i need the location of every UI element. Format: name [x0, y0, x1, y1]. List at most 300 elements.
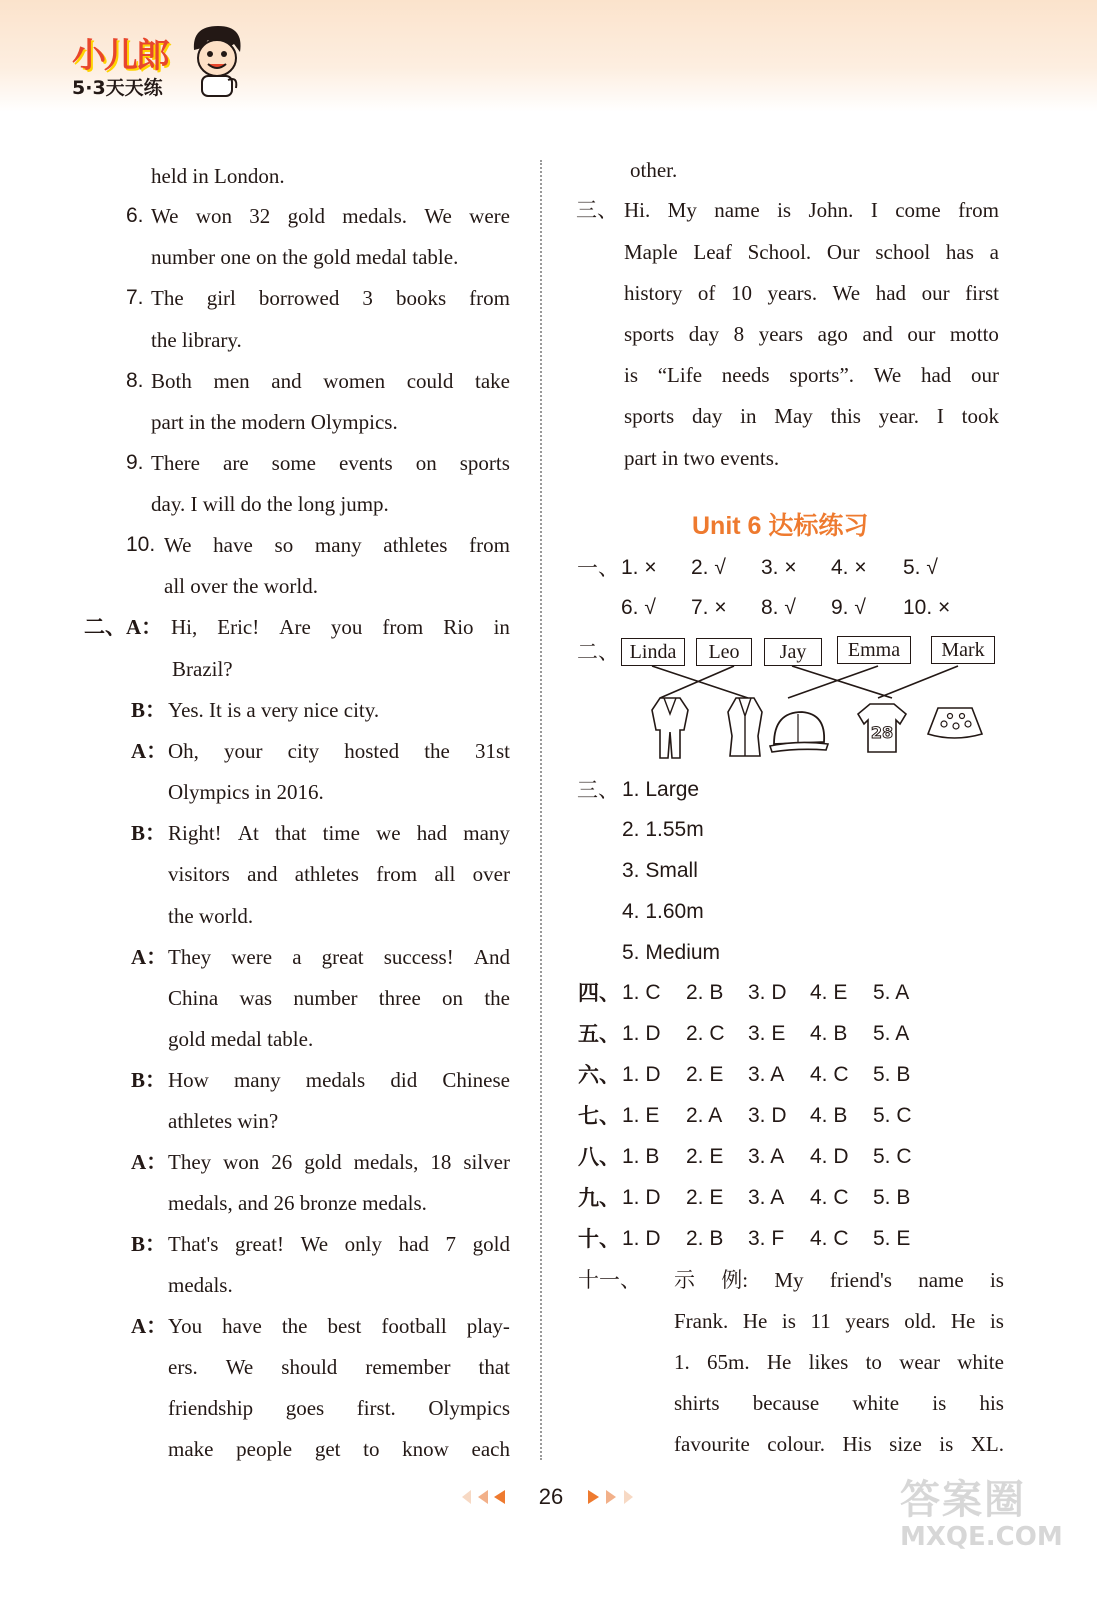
word: the	[484, 986, 510, 1010]
text-line: all over the world.	[164, 574, 318, 598]
word: Are	[279, 615, 311, 639]
section-label: 七、	[578, 1104, 620, 1128]
word: hosted	[344, 739, 400, 763]
word: shirts	[674, 1391, 720, 1415]
word: likes	[808, 1350, 849, 1374]
word: 11	[810, 1309, 831, 1333]
word: many	[233, 1068, 281, 1092]
word: favourite	[674, 1432, 750, 1456]
answer-item: 5. C	[873, 1145, 912, 1168]
word: were	[231, 945, 273, 969]
word: white	[957, 1350, 1004, 1374]
word: day	[688, 322, 720, 346]
answer-item: 3. A	[748, 1063, 785, 1086]
word: Rio	[443, 615, 474, 639]
section-label: 四、	[578, 981, 620, 1005]
answer-item: 3. ×	[761, 556, 797, 579]
word: remember	[365, 1355, 451, 1379]
answer-item: 3. D	[748, 981, 787, 1004]
word: many	[463, 821, 510, 845]
text-line	[624, 404, 999, 428]
text-line	[151, 451, 510, 475]
logo	[72, 28, 168, 100]
word: He	[766, 1350, 792, 1374]
word: That's	[168, 1232, 219, 1256]
word: We	[873, 363, 902, 387]
word: all	[434, 862, 456, 886]
word: needs	[721, 363, 770, 387]
dialogue-speaker: A：	[131, 945, 168, 969]
answer-item: 5. C	[873, 1104, 912, 1127]
text-line	[168, 1150, 510, 1174]
word: 18	[430, 1150, 452, 1174]
word: sports	[624, 404, 675, 428]
name-box-linda: Linda	[621, 638, 685, 666]
word: ago	[817, 322, 848, 346]
word: to	[363, 1437, 380, 1461]
text-line	[674, 1309, 1004, 1333]
word: Oh,	[168, 739, 199, 763]
word: from	[376, 862, 418, 886]
word: years.	[767, 281, 818, 305]
word: and	[271, 369, 302, 393]
answer-item: 10. ×	[903, 596, 951, 619]
word: great!	[235, 1232, 285, 1256]
word: At	[237, 821, 259, 845]
answer-item: 3. E	[748, 1022, 786, 1045]
answer-item: 3. A	[748, 1186, 785, 1209]
text-line	[151, 286, 510, 310]
dialogue-speaker: B：	[131, 1232, 167, 1256]
name-box-emma: Emma	[837, 636, 911, 664]
word: you	[330, 615, 363, 639]
text-line: number one on the gold medal table.	[151, 245, 459, 269]
text-line	[168, 1355, 510, 1379]
answer-item: 1. ×	[621, 556, 657, 579]
item-number: 7.	[126, 286, 144, 309]
word: sports	[459, 451, 510, 475]
word: Olympics	[428, 1396, 510, 1420]
word: could	[406, 369, 454, 393]
answer-item: 1. D	[622, 1186, 661, 1209]
answer-item: 1. D	[622, 1063, 661, 1086]
answer-item: 1. D	[622, 1227, 661, 1250]
word: his	[979, 1391, 1004, 1415]
text-line	[674, 1391, 1004, 1415]
word: The	[151, 286, 184, 310]
word: football	[381, 1314, 447, 1338]
word: have	[222, 1314, 262, 1338]
word: each	[471, 1437, 510, 1461]
word: wear	[899, 1350, 940, 1374]
word: is	[781, 1309, 796, 1333]
word: We	[225, 1355, 254, 1379]
word: He	[742, 1309, 768, 1333]
answer-item: 4. 1.60m	[622, 900, 704, 923]
word: girl	[206, 286, 236, 310]
answer-item: 2. A	[686, 1104, 723, 1127]
word: You	[168, 1314, 203, 1338]
word: has	[945, 240, 974, 264]
word: May	[774, 404, 813, 428]
word: only	[344, 1232, 383, 1256]
answer-item: 5. √	[903, 556, 938, 579]
skirt-icon	[926, 704, 984, 744]
column-divider	[540, 160, 542, 1460]
answer-item: 1. E	[622, 1104, 660, 1127]
word: I	[936, 404, 944, 428]
text-line: Brazil?	[172, 657, 233, 681]
text-line: Yes. It is a very nice city.	[168, 698, 380, 722]
word: were	[469, 204, 510, 228]
word: name	[714, 198, 760, 222]
text-line	[624, 281, 999, 305]
word: first	[965, 281, 999, 305]
answer-item: 5. B	[873, 1063, 911, 1086]
word: our	[907, 322, 936, 346]
word: school	[875, 240, 931, 264]
dialogue-speaker: 二、A：	[84, 615, 163, 639]
answer-item: 2. E	[686, 1063, 724, 1086]
word: friendship	[168, 1396, 254, 1420]
word: 65m.	[707, 1350, 750, 1374]
name-box-leo: Leo	[696, 638, 752, 666]
word: “Life	[657, 363, 703, 387]
word: from	[469, 533, 510, 557]
word: success!	[383, 945, 454, 969]
name-box-mark: Mark	[931, 636, 995, 664]
watermark-title: 答案圈	[900, 1477, 1026, 1523]
word: name	[918, 1268, 964, 1292]
word: We	[300, 1232, 329, 1256]
answer-item: 9. √	[831, 596, 866, 619]
text-line: part in two events.	[624, 446, 780, 470]
word: size	[889, 1432, 922, 1456]
word: athletes	[383, 533, 448, 557]
section-3-label: 三、	[577, 778, 619, 802]
word: many	[314, 533, 362, 557]
word: year.	[878, 404, 919, 428]
word: day	[692, 404, 723, 428]
word: in	[740, 404, 757, 428]
answer-item: 4. E	[810, 981, 848, 1004]
word: because	[752, 1391, 820, 1415]
text-line	[151, 369, 510, 393]
word: They	[168, 1150, 212, 1174]
word: And	[473, 945, 510, 969]
page-number: 26	[538, 1484, 564, 1509]
word: are	[223, 451, 249, 475]
text-line	[624, 198, 999, 222]
word: XL.	[970, 1432, 1004, 1456]
word: ers.	[168, 1355, 198, 1379]
word: a	[989, 240, 999, 264]
word: gold	[472, 1232, 510, 1256]
word: men	[213, 369, 250, 393]
text-line	[624, 363, 999, 387]
word: is	[932, 1391, 947, 1415]
answer-item: 3. Small	[622, 859, 698, 882]
answer-item: 3. F	[748, 1227, 785, 1250]
word: He	[950, 1309, 976, 1333]
word: Both	[151, 369, 192, 393]
word: time	[322, 821, 360, 845]
item-number: 8.	[126, 369, 144, 392]
word: is	[624, 363, 639, 387]
text-line	[168, 1068, 510, 1092]
word: should	[281, 1355, 338, 1379]
dialogue-speaker: B：	[131, 1068, 167, 1092]
word: How	[168, 1068, 209, 1092]
text-line: held in London.	[151, 164, 285, 188]
text-line	[674, 1350, 1004, 1374]
dress-coat-icon	[726, 696, 764, 760]
word: athletes	[294, 862, 359, 886]
word: Hi.	[624, 198, 651, 222]
svg-text:28: 28	[870, 723, 894, 742]
word: We	[424, 204, 452, 228]
word: motto	[949, 322, 999, 346]
word: know	[402, 1437, 449, 1461]
word: is	[777, 198, 792, 222]
dialogue-speaker: B：	[131, 821, 167, 845]
word: our	[971, 363, 999, 387]
word: took	[961, 404, 999, 428]
watermark	[900, 1478, 1063, 1552]
mascot-boy-icon	[188, 22, 246, 102]
word: play-	[466, 1314, 510, 1338]
item-number: 6.	[126, 204, 144, 227]
word: from	[958, 198, 999, 222]
word: John.	[808, 198, 854, 222]
word: borrowed	[258, 286, 340, 310]
word: friend's	[829, 1268, 892, 1292]
word: from	[382, 615, 424, 639]
answer-item: 5. A	[873, 981, 910, 1004]
word: books	[395, 286, 447, 310]
word: medals	[305, 1068, 366, 1092]
word: old.	[904, 1309, 937, 1333]
word: sports	[624, 322, 675, 346]
dialogue-speaker: B：	[131, 698, 167, 722]
text-line: Olympics in 2016.	[168, 780, 324, 804]
text-line	[168, 986, 510, 1010]
word: Right!	[168, 821, 222, 845]
word: won	[195, 204, 232, 228]
word: three	[378, 986, 421, 1010]
answer-item: 1. D	[622, 1022, 661, 1045]
word: first.	[356, 1396, 396, 1420]
answer-item: 2. E	[686, 1145, 724, 1168]
word: years	[758, 322, 804, 346]
word: over	[472, 862, 510, 886]
word: We	[164, 533, 192, 557]
dialogue-speaker: A：	[131, 739, 168, 763]
answer-item: 2. √	[691, 556, 726, 579]
answer-item: 2. 1.55m	[622, 818, 704, 841]
page-number-bar	[456, 1484, 646, 1512]
dialogue-speaker: A：	[131, 1314, 168, 1338]
word: Hi,	[171, 615, 198, 639]
word: 26	[271, 1150, 293, 1174]
answer-item: 7. ×	[691, 596, 727, 619]
word: so	[274, 533, 294, 557]
word: There	[151, 451, 200, 475]
item-number: 9.	[126, 451, 144, 474]
section-11-label: 十一、	[578, 1268, 641, 1292]
text-line: athletes win?	[168, 1109, 279, 1133]
dialogue-speaker: A：	[131, 1150, 168, 1174]
text-line: medals, and 26 bronze medals.	[168, 1191, 427, 1215]
word: was	[239, 986, 273, 1010]
word: goes	[285, 1396, 325, 1420]
word: 7	[445, 1232, 457, 1256]
answer-item: 4. D	[810, 1145, 849, 1168]
section-label: 六、	[578, 1063, 620, 1087]
word: colour.	[767, 1432, 826, 1456]
word: Maple	[624, 240, 678, 264]
section-label: 九、	[578, 1186, 620, 1210]
word: 1.	[674, 1350, 690, 1374]
word: School.	[747, 240, 812, 264]
text-line	[168, 1314, 510, 1338]
answer-item: 5. Medium	[622, 941, 721, 964]
answer-item: 6. √	[621, 596, 656, 619]
answer-item: 4. B	[810, 1104, 848, 1127]
word: had	[398, 1232, 429, 1256]
word: the	[281, 1314, 308, 1338]
word: is	[989, 1309, 1004, 1333]
text-line: the library.	[151, 328, 242, 352]
word: get	[314, 1437, 341, 1461]
text-line	[168, 1232, 510, 1256]
answer-item: 5. B	[873, 1186, 911, 1209]
word: to	[865, 1350, 882, 1374]
text-line	[168, 821, 510, 845]
answer-item: 1. C	[622, 981, 661, 1004]
word: had	[875, 281, 907, 305]
word: I	[870, 198, 878, 222]
word: your	[224, 739, 263, 763]
answer-item: 4. C	[810, 1186, 849, 1209]
answer-item: 4. C	[810, 1063, 849, 1086]
logo-title: 小儿郎	[72, 36, 168, 76]
text-line	[624, 322, 999, 346]
word: the	[424, 739, 450, 763]
word: had	[416, 821, 448, 845]
text-line: other.	[630, 158, 678, 182]
text-line: the world.	[168, 904, 254, 928]
answer-item: 1. B	[622, 1145, 660, 1168]
text-line	[168, 945, 510, 969]
text-line	[674, 1268, 1004, 1292]
word: Our	[826, 240, 860, 264]
text-line	[168, 1396, 510, 1420]
text-line	[171, 615, 510, 639]
word: 31st	[474, 739, 510, 763]
word: make	[168, 1437, 214, 1461]
answer-item: 2. B	[686, 1227, 724, 1250]
word: events	[339, 451, 393, 475]
answer-item: 4. B	[810, 1022, 848, 1045]
text-line	[151, 204, 510, 228]
word: gold	[287, 204, 325, 228]
word: gold	[304, 1150, 342, 1174]
word: we	[376, 821, 401, 845]
answer-item: 1. Large	[622, 778, 700, 801]
word: city	[287, 739, 320, 763]
word: Chinese	[442, 1068, 510, 1092]
word: a	[292, 945, 302, 969]
suit-icon	[650, 696, 690, 760]
word: on	[442, 986, 464, 1010]
text-line	[164, 533, 510, 557]
name-box-jay: Jay	[764, 638, 822, 666]
page-header	[0, 0, 1097, 112]
word: is	[989, 1268, 1004, 1292]
text-line	[168, 1437, 510, 1461]
word: women	[323, 369, 386, 393]
word: His	[842, 1432, 872, 1456]
word: some	[271, 451, 316, 475]
word: number	[293, 986, 358, 1010]
text-line	[168, 739, 510, 763]
word: 8	[733, 322, 745, 346]
word: silver	[463, 1150, 510, 1174]
text-line: part in the modern Olympics.	[151, 410, 398, 434]
answer-item: 2. C	[686, 1022, 725, 1045]
arrow-right-icon	[624, 1490, 633, 1504]
arrow-right-icon	[588, 1490, 599, 1504]
unit-title: Unit 6 达标练习	[692, 512, 869, 540]
section-label: 八、	[578, 1145, 620, 1169]
answer-item: 3. A	[748, 1145, 785, 1168]
answer-item: 5. E	[873, 1227, 911, 1250]
section-label: 五、	[578, 1022, 620, 1046]
item-number: 10.	[126, 533, 156, 556]
word: come	[895, 198, 941, 222]
word: had	[920, 363, 952, 387]
word: and	[247, 862, 278, 886]
text-line	[168, 862, 510, 886]
answer-item: 2. B	[686, 981, 724, 1004]
word: our	[921, 281, 950, 305]
answer-item: 5. A	[873, 1022, 910, 1045]
word: medals,	[353, 1150, 419, 1174]
watermark-url: MXQE.COM	[900, 1522, 1063, 1552]
section-1-label: 一、	[577, 556, 619, 580]
word: We	[151, 204, 179, 228]
helmet-icon	[768, 706, 830, 756]
word: China	[168, 986, 219, 1010]
word: from	[469, 286, 510, 310]
answer-item: 8. √	[761, 596, 796, 619]
section-2-label: 二、	[577, 640, 619, 664]
word: won	[223, 1150, 260, 1174]
word: Frank.	[674, 1309, 729, 1333]
text-line	[624, 240, 999, 264]
word: 示	[674, 1268, 695, 1292]
text-line: gold medal table.	[168, 1027, 314, 1051]
answer-item: 2. E	[686, 1186, 724, 1209]
text-line	[674, 1432, 1004, 1456]
word: great	[321, 945, 364, 969]
text-line: medals.	[168, 1273, 233, 1297]
word: in	[493, 615, 510, 639]
section-label: 三、	[576, 198, 618, 222]
word: that	[274, 821, 307, 845]
word: medals.	[342, 204, 408, 228]
